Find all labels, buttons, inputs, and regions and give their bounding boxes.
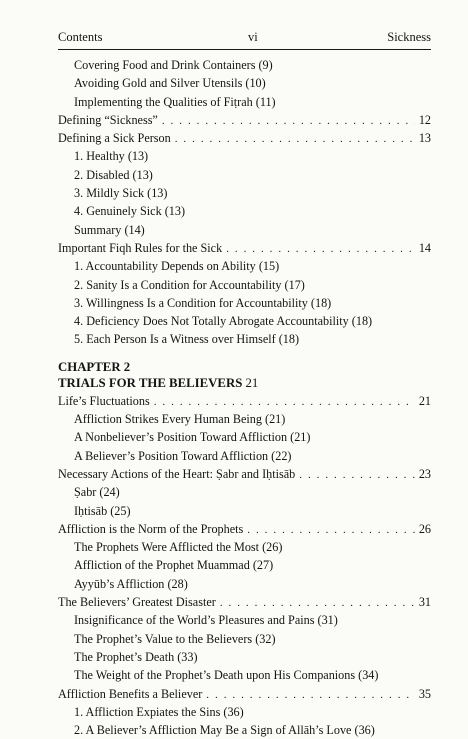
- toc-subentry: [58, 410, 431, 428]
- chapter-page-number: 21: [245, 376, 259, 391]
- toc-subentry: [58, 93, 431, 111]
- dot-leader: [247, 521, 415, 539]
- toc-page-number: 21: [418, 393, 431, 408]
- toc-entry-title: Important Fiqh Rules for the Sick: [58, 240, 223, 255]
- toc-entry: [58, 239, 431, 257]
- toc-entry-title: 2. A Believer’s Affliction May Be a Sign of Allāh’s Love (36): [74, 723, 375, 738]
- toc-subentry: [58, 56, 431, 74]
- toc-page-number: 13: [418, 131, 431, 146]
- toc-entry: [58, 465, 431, 483]
- header-section-label: Contents: [58, 30, 103, 44]
- toc-page-number: 12: [418, 112, 431, 127]
- toc-entry-title: Implementing the Qualities of Fiṭrah (11): [74, 94, 276, 109]
- toc-subentry: [58, 312, 431, 330]
- toc-entry-title: The Prophets Were Afflicted the Most (26): [74, 540, 283, 555]
- toc-entry-title: 5. Each Person Is a Witness over Himself (18): [74, 332, 300, 347]
- toc-subentry: [58, 502, 431, 520]
- toc-entry-title: Affliction of the Prophet Muammad (27): [74, 558, 274, 573]
- toc-entry-title: Life’s Fluctuations: [58, 393, 150, 408]
- toc-page-number: 26: [418, 521, 431, 536]
- toc-subentry: [58, 556, 431, 574]
- toc-page-number: 23: [418, 466, 431, 481]
- toc-entry-title: 2. Disabled (13): [74, 167, 153, 182]
- toc-entry-title: Ṣabr (24): [74, 485, 120, 500]
- toc-entry-title: The Prophet’s Death (33): [74, 649, 198, 664]
- toc-entry-title: Covering Food and Drink Containers (9): [74, 58, 273, 72]
- dot-leader: [162, 112, 415, 130]
- toc-subentry: [58, 483, 431, 501]
- chapter-heading: [58, 375, 431, 392]
- toc-entry-title: The Prophet’s Value to the Believers (32): [74, 631, 276, 646]
- toc-entry-title: 4. Genuinely Sick (13): [74, 204, 186, 219]
- toc-entry: [58, 111, 431, 129]
- toc-entry-title: A Nonbeliever’s Position Toward Affliction (21): [74, 430, 311, 445]
- toc-subentry: [58, 611, 431, 629]
- toc-subentry: [58, 147, 431, 165]
- header-book-title: Sickness: [387, 30, 431, 44]
- toc-entry-title: Necessary Actions of the Heart: Ṣabr and Iḥtisāb: [58, 466, 296, 481]
- toc-entry-title: Summary (14): [74, 222, 145, 237]
- chapter-heading: [58, 359, 431, 376]
- toc-entry-title: The Believers’ Greatest Disaster: [58, 595, 216, 610]
- toc-subentry: [58, 428, 431, 446]
- dot-leader: [226, 240, 415, 258]
- toc-entry-title: 1. Accountability Depends on Ability (15): [74, 259, 280, 274]
- toc-entry-title: A Believer’s Position Toward Affliction (22): [74, 448, 292, 463]
- toc-subentry: [58, 703, 431, 721]
- toc-entry: [58, 129, 431, 147]
- running-header: [58, 29, 431, 45]
- chapter-heading-text: TRIALS FOR THE BELIEVERS: [58, 376, 243, 391]
- dot-leader: [154, 393, 415, 411]
- toc-entry-title: Affliction Benefits a Believer: [58, 686, 203, 701]
- toc-subentry: [58, 721, 431, 739]
- toc-entry: [58, 520, 431, 538]
- toc-subentry: [58, 538, 431, 556]
- toc-subentry: [58, 257, 431, 275]
- toc-page-number: 35: [418, 686, 431, 701]
- toc-subentry: [58, 447, 431, 465]
- toc-subentry: [58, 166, 431, 184]
- toc-entry-title: Affliction is the Norm of the Prophets: [58, 521, 244, 536]
- dot-leader: [206, 686, 415, 704]
- toc-entry-title: Defining “Sickness”: [58, 112, 158, 127]
- toc-subentry: [58, 221, 431, 239]
- toc-entry: [58, 593, 431, 611]
- toc-entry-title: 3. Mildly Sick (13): [74, 186, 168, 201]
- toc-page-number: 31: [418, 595, 431, 610]
- dot-leader: [299, 466, 415, 484]
- dot-leader: [175, 130, 415, 148]
- toc-entry: [58, 392, 431, 410]
- chapter-heading-text: CHAPTER 2: [58, 359, 131, 374]
- toc-entry-title: Avoiding Gold and Silver Utensils (10): [74, 76, 266, 91]
- toc-entry-title: Insignificance of the World’s Pleasures and Pains (31): [74, 613, 338, 628]
- toc-subentry: [58, 276, 431, 294]
- table-of-contents: [58, 56, 431, 739]
- toc-entry-title: 3. Willingness Is a Condition for Accountability (18): [74, 295, 332, 310]
- toc-entry-title: 4. Deficiency Does Not Totally Abrogate Accountability (18): [74, 314, 373, 329]
- toc-entry-title: Ayyūb’s Affliction (28): [74, 576, 188, 591]
- toc-subentry: [58, 575, 431, 593]
- toc-subentry: [58, 184, 431, 202]
- toc-subentry: [58, 666, 431, 684]
- toc-entry: [58, 685, 431, 703]
- toc-subentry: [58, 648, 431, 666]
- toc-subentry: [58, 630, 431, 648]
- toc-entry-title: 1. Healthy (13): [74, 149, 149, 164]
- toc-subentry: [58, 74, 431, 92]
- section-gap: [58, 349, 431, 359]
- header-page-number: vi: [248, 30, 258, 44]
- dot-leader: [220, 594, 415, 612]
- header-rule: [58, 49, 431, 50]
- toc-subentry: [58, 294, 431, 312]
- toc-entry-title: 2. Sanity Is a Condition for Accountability (17): [74, 277, 305, 292]
- toc-entry-title: Iḥtisāb (25): [74, 503, 131, 518]
- toc-entry-title: The Weight of the Prophet’s Death upon His Companions (34): [74, 668, 379, 683]
- toc-subentry: [58, 330, 431, 348]
- toc-page-number: 14: [418, 240, 431, 255]
- toc-entry-title: 1. Affliction Expiates the Sins (36): [74, 704, 244, 719]
- toc-entry-title: Affliction Strikes Every Human Being (21): [74, 412, 286, 427]
- toc-entry-title: Defining a Sick Person: [58, 131, 171, 146]
- toc-subentry: [58, 202, 431, 220]
